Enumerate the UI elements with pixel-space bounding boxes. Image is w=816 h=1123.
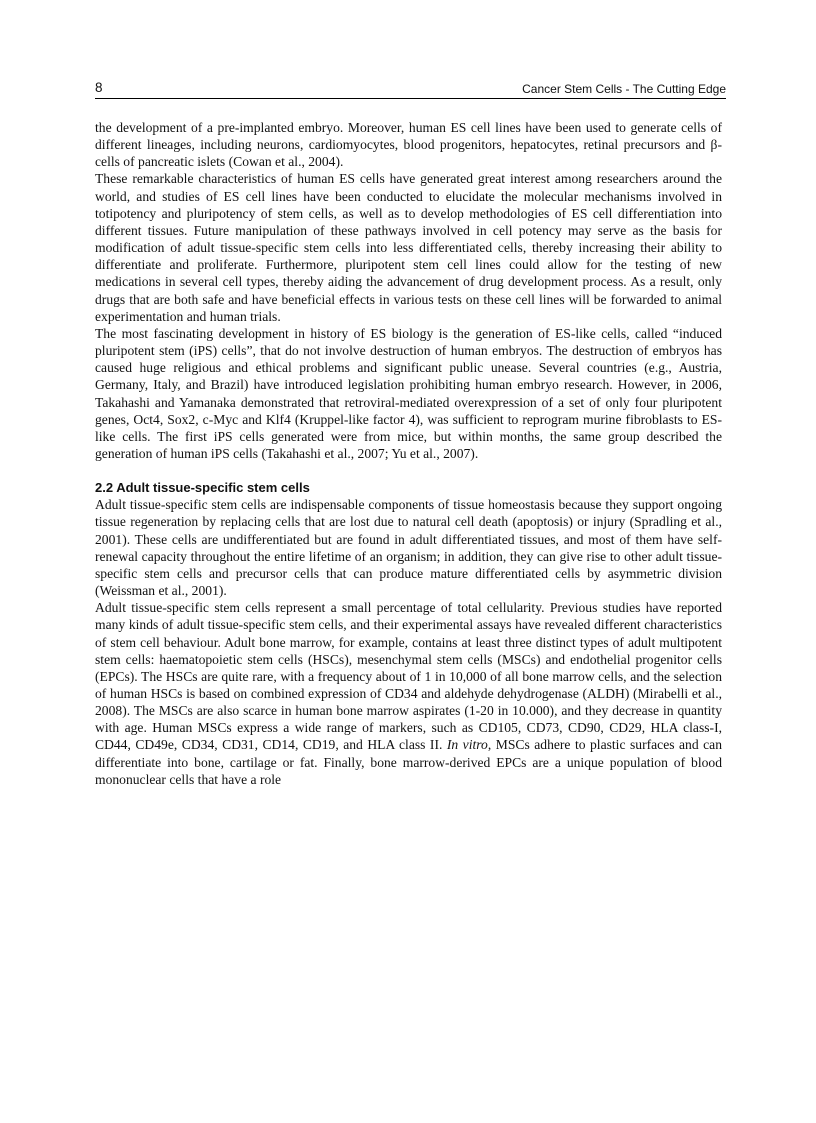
paragraph: the development of a pre-implanted embryo. Moreover, human ES cell lines have been used to generate cells of different lineages, including neurons, cardiomyocytes, blood progenitors, hepatocytes, retinal precursors and β-cells of pancreatic islets (Cowan et al., 2004). (95, 120, 722, 170)
page-header (95, 80, 726, 99)
paragraph: These remarkable characteristics of human ES cells have generated great interest among researchers around the world, and studies of ES cell lines have been conducted to elucidate the molecular mechanisms involved in totipotency and pluripotency of stem cells, as well as to develop methodologies of ES cell differentiation into different tissues. Future manipulation of these pathways involved in cell potency may serve as the basis for modification of adult tissue-specific stem cells into less differentiated cells, thereby increasing their ability to differentiate and proliferate. Furthermore, pluripotent stem cell lines could allow for the testing of new medications in several cell types, thereby aiding the advancement of drug development process. As a result, only drugs that are both safe and have beneficial effects in various tests on these cell lines will be forwarded to animal experimentation and human trials. (95, 171, 722, 324)
page-number: 8 (95, 80, 103, 95)
paragraph: The most fascinating development in history of ES biology is the generation of ES-like cells, called “induced pluripotent stem (iPS) cells”, that do not involve destruction of human embryos. The destruction of embryos has caused huge religious and ethical problems and significant public unease. Several countries (e.g., Austria, Germany, Italy, and Brazil) have introduced legislation prohibiting human embryo research. However, in 2006, Takahashi and Yamanaka demonstrated that retroviral-mediated overexpression of a set of only four pluripotent genes, Oct4, Sox2, c-Myc and Klf4 (Kruppel-like factor 4), was sufficient to reprogram murine fibroblasts to ES-like cells. The first iPS cells generated were from mice, but within months, the same group described the generation of human iPS cells (Takahashi et al., 2007; Yu et al., 2007). (95, 325, 722, 461)
body-text (95, 119, 722, 788)
paragraph (95, 599, 722, 788)
paragraph-text: , MSCs adhere to plastic surfaces and can differentiate into bone, cartilage or fat. Finally, bone marrow-derived EPCs are a unique population of blood mononuclear cells that have a role (95, 737, 722, 787)
paragraph: Adult tissue-specific stem cells are indispensable components of tissue homeostasis because they support ongoing tissue regeneration by replacing cells that are lost due to natural cell death (apoptosis) or injury (Spradling et al., 2001). These cells are undifferentiated but are found in adult differentiated tissues, and most of them have self-renewal capacity throughout the entire lifetime of an organism; in addition, they can give rise to other adult tissue-specific stem cells and precursor cells that can produce mature differentiated cells by asymmetric division (Weissman et al., 2001). (95, 497, 722, 599)
italic-term: In vitro (446, 737, 488, 753)
running-title: Cancer Stem Cells - The Cutting Edge (522, 82, 726, 96)
paragraph-text: Adult tissue-specific stem cells represent a small percentage of total cellularity. Previous studies have reported many kinds of adult tissue-specific stem cells, and their experimental assays have revealed different characteristics of stem cell behaviour. Adult bone marrow, for example, contains at least three distinct types of adult multipotent stem cells: haematopoietic stem cells (HSCs), mesenchymal stem cells (MSCs) and endothelial progenitor cells (EPCs). The HSCs are quite rare, with a frequency about of 1 in 10,000 of all bone marrow cells, and the selection of human HSCs is based on combined expression of CD34 and aldehyde dehydrogenase (ALDH) (Mirabelli et al., 2008). The MSCs are also scarce in human bone marrow aspirates (1-20 in 10.000), and they decrease in quantity with age. Human MSCs express a wide range of markers, such as CD105, CD73, CD90, CD29, HLA class-I, CD44, CD49e, CD34, CD31, CD14, CD19, and HLA class II. (95, 600, 722, 753)
section-heading: 2.2 Adult tissue-specific stem cells (95, 480, 310, 496)
